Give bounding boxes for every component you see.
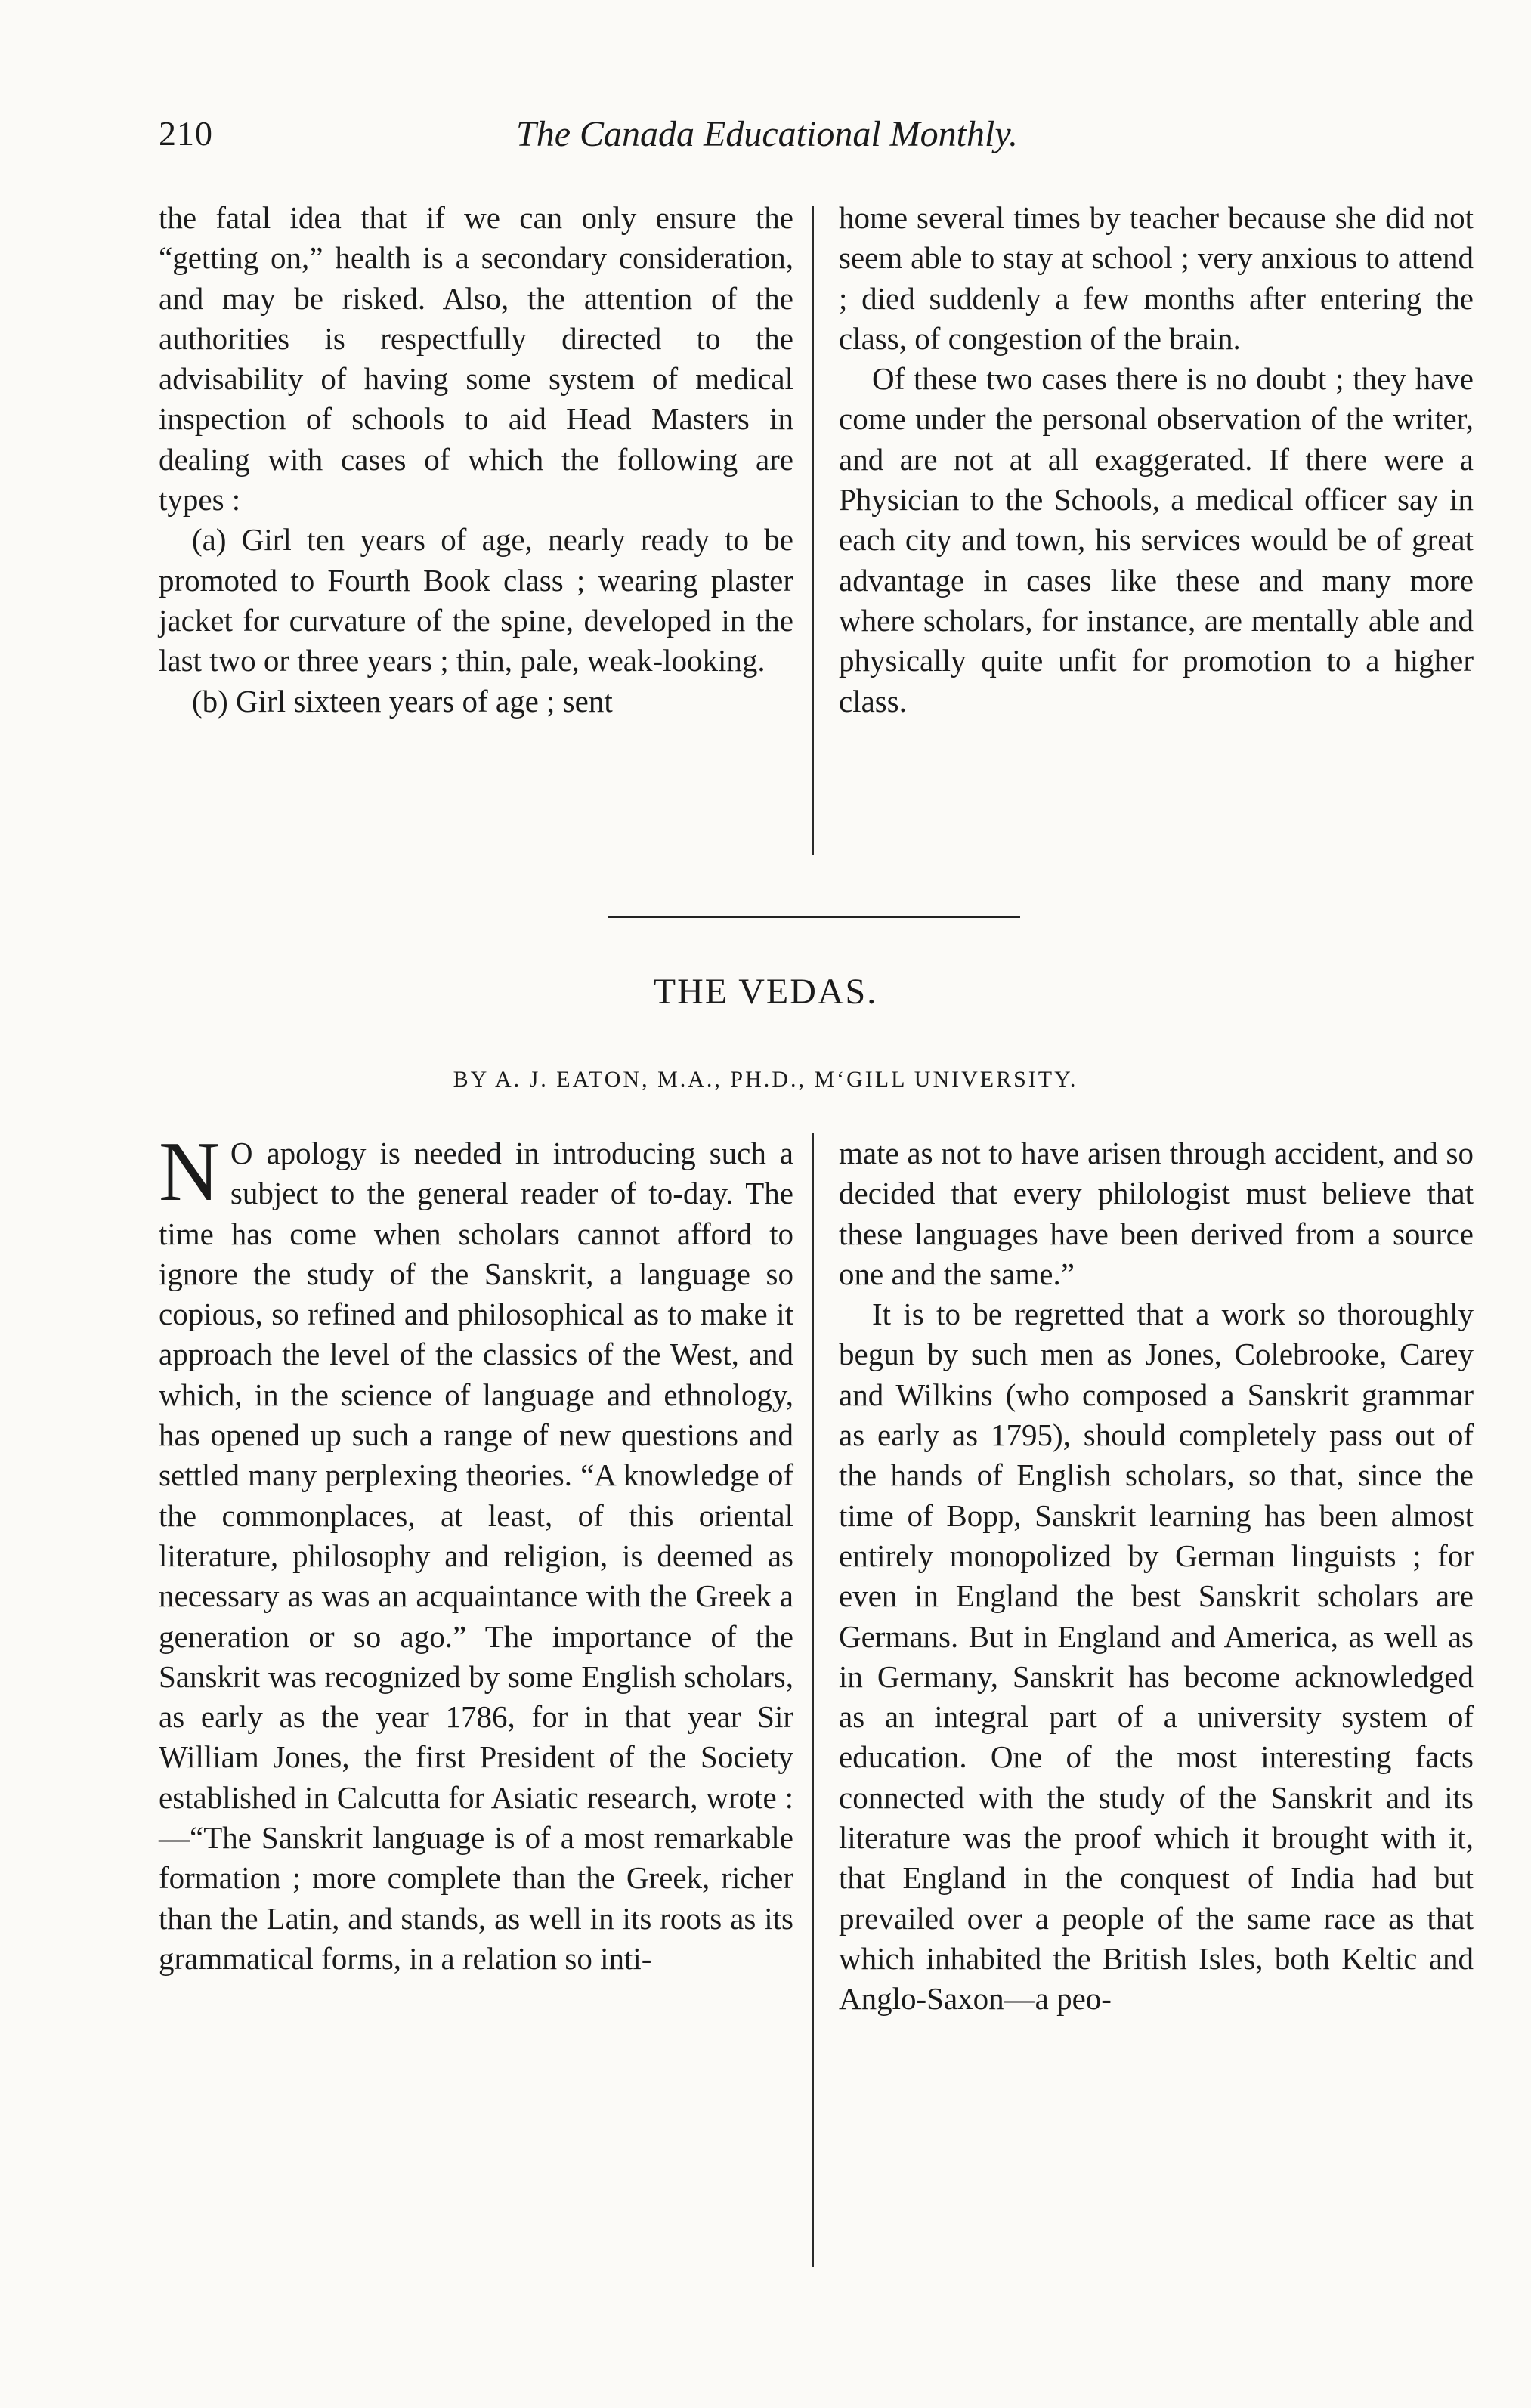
paragraph: It is to be regretted that a work so thoroughly begun by such men as Jones, Colebrooke, Carey and Wilkins (who composed a Sanskrit grammar as early as 1795), should completely pass out of the hands of English scholars, so that, since the time of Bopp, Sanskrit learning has been almost entirely monopolized by German linguists ; for even in England the best Sanskrit scholars are Germans. But in England and America, as well as in Germany, Sanskrit has become acknowledged as an integral part of a university system of education. One of the most interesting facts connected with the study of the Sanskrit and its literature was the proof which it brought with it, that England in the conquest of India had but prevailed over a people of the same race as that which inhabited the British Isles, both Keltic and Anglo-Saxon—a peo- <box>839 1297 1474 2017</box>
top-right-column <box>839 198 1474 722</box>
page-header <box>159 113 1375 166</box>
page-number: 210 <box>159 114 213 153</box>
running-title: The Canada Educational Monthly. <box>516 114 1018 154</box>
paragraph-text: O apology is needed in introducing such a subject to the general reader of to-day. The time has come when scholars cannot afford to ignore the study of the Sanskrit, a language so copious, so refined and philosophical as to make it approach the level of the classics of the West, and which, in the science of language and ethnology, has opened up such a range of new questions and settled many perplexing theories. “A knowledge of the commonplaces, at least, of this oriental literature, philosophy and religion, is deemed as necessary as was an acquaintance with the Greek a generation or so ago.” The importance of the Sanskrit was recognized by some English scholars, as early as the year 1786, for in that year Sir William Jones, the first President of the Society established in Calcutta for Asiatic research, wrote :—“The Sanskrit language is of a most remarkable formation ; more complete than the Greek, richer than the Latin, and stands, as well in its roots as its grammatical forms, in a relation so inti- <box>159 1136 793 1976</box>
paragraph <box>159 1125 793 1979</box>
article-left-column <box>159 1125 793 1979</box>
paragraph: the fatal idea that if we can only ensure the “getting on,” health is a secondary consideration, and may be risked. Also, the attention of the authorities is respectfully directed to the advisability of having some system of medical inspection of schools to aid Head Masters in dealing with cases of which the following are types : <box>159 200 793 518</box>
article-byline: BY A. J. EATON, M.A., PH.D., M‘GILL UNIVERSITY. <box>453 1067 1078 1092</box>
paragraph: home several times by teacher because she did not seem able to stay at school ; very anxious to attend ; died suddenly a few months after entering the class, of congestion of the brain. <box>839 200 1474 356</box>
paragraph: (a) Girl ten years of age, nearly ready to be promoted to Fourth Book class ; wearing plaster jacket for curvature of the spine, developed in the last two or three years ; thin, pale, weak-looking. <box>159 522 793 679</box>
article-title: THE VEDAS. <box>653 972 878 1012</box>
column-divider <box>812 206 814 855</box>
paragraph: (b) Girl sixteen years of age ; sent <box>192 683 613 719</box>
section-divider <box>608 916 1020 918</box>
column-divider <box>812 1133 814 2267</box>
drop-cap: N <box>159 1125 220 1219</box>
paragraph: mate as not to have arisen through accident, and so decided that every philologist must believe that these languages have been derived from a source one and the same.” <box>839 1136 1474 1291</box>
top-left-column <box>159 198 793 722</box>
paragraph: Of these two cases there is no doubt ; they have come under the personal observation of the writer, and are not at all exaggerated. If there were a Physician to the Schools, a medical officer say in each city and town, his services would be of great advantage in cases like these and many more where scholars, for instance, are mentally able and physically quite unfit for promotion to a higher class. <box>839 361 1474 719</box>
article-right-column <box>839 1133 1474 2020</box>
